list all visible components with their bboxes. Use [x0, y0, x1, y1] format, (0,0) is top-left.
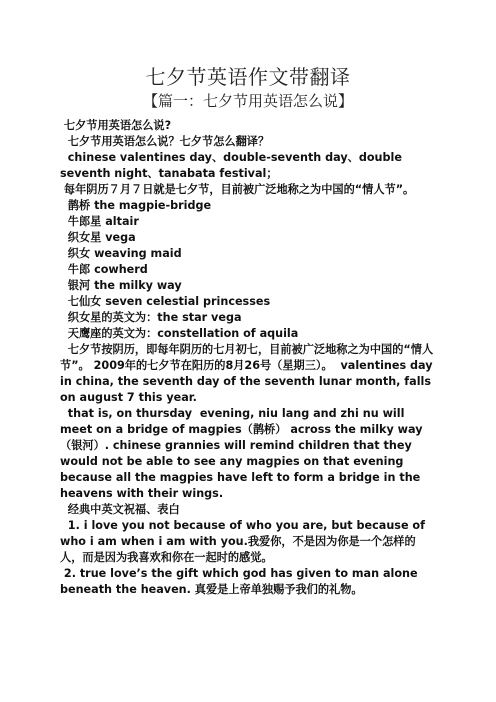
paragraph: 织女星的英文为：the star vega: [60, 311, 242, 324]
paragraph: chinese valentines day、double-seventh day、double seventh night、tanabata festival；: [60, 151, 406, 180]
paragraph: 2. true love’s the gift which god has given to man alone beneath the heaven. 真爱是上帝单独赐予我们的礼物。: [60, 567, 422, 596]
document-subtitle: 【篇一：七夕节用英语怎么说】: [142, 92, 353, 110]
paragraph: 牛郎星 altair: [60, 215, 139, 228]
paragraph: 牛郎 cowherd: [60, 263, 148, 276]
paragraph: 银河 the milky way: [60, 279, 182, 292]
paragraph: 1. i love you not because of who you are, but because of who i am when i am with you.我爱你，不是因为你是一个怎样的人，而是因为我喜欢和你在一起时的感觉。: [60, 519, 429, 564]
paragraph: 七仙女 seven celestial princesses: [60, 295, 271, 308]
paragraph: that is, on thursday evening, niu lang and zhi nu will meet on a bridge of magpies（鹊桥） across the milky way（银河）. chinese grannies will remind children that they would not be able to see any magpies on that evening because all the magpies have left to form a bridge in the heavens with their wings.: [60, 407, 425, 500]
document-body: [60, 118, 438, 598]
paragraph: 七夕节用英语怎么说？七夕节怎么翻译？: [60, 135, 270, 148]
paragraph: 每年阴历７月７日就是七夕节，目前被广泛地称之为中国的“情人节”。: [60, 183, 415, 196]
document-title: 七夕节英语作文带翻译: [145, 65, 351, 89]
paragraph: 织女星 vega: [60, 231, 136, 244]
paragraph: 七夕节按阴历，即每年阴历的七月初七，目前被广泛地称之为中国的“情人节”。 2009年的七夕节在阳历的8月26号（星期三）。 valentines day in china, the seventh day of the seventh lunar month, falls on august 7 this year.: [60, 343, 437, 404]
paragraph: 天鹰座的英文为：constellation of aquila: [60, 327, 299, 340]
paragraph: 织女 weaving maid: [60, 247, 182, 260]
paragraph: 七夕节用英语怎么说?: [60, 119, 172, 132]
paragraph: 鹊桥 the magpie-bridge: [60, 199, 212, 212]
paragraph: 经典中英文祝福、表白: [60, 503, 180, 516]
